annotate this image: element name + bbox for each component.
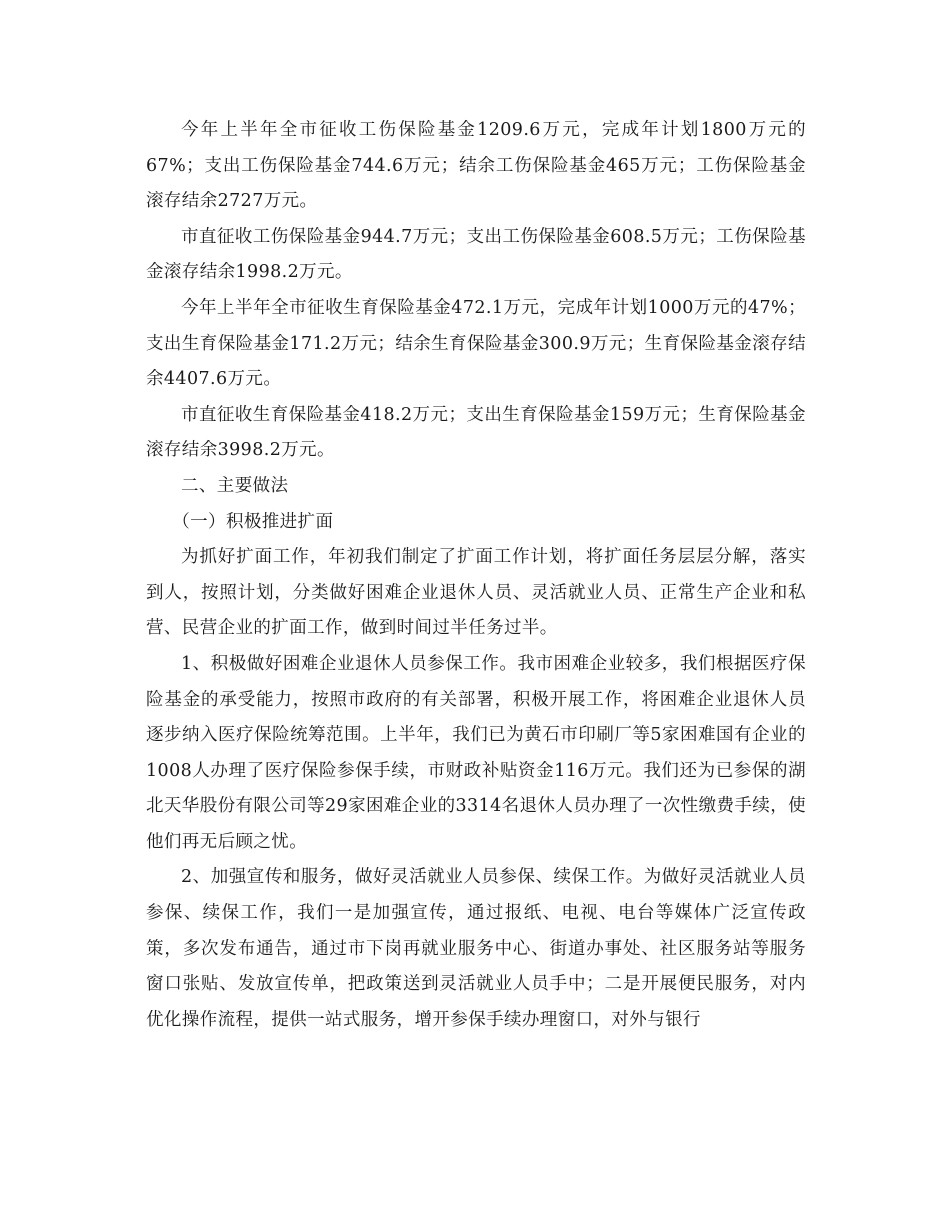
paragraph-retirees-enrollment: 1、积极做好困难企业退休人员参保工作。我市困难企业较多，我们根据医疗保险基金的承受能力，按照市政府的有关部署，积极开展工作，将困难企业退休人员逐步纳入医疗保险统筹范围。上半年，我们已为黄石市印刷厂等5家困难国有企业的1008人办理了医疗保险参保手续，市财政补贴资金116万元。我们还为已参保的湖北天华股份有限公司等29家困难企业的3314名退休人员办理了一次性缴费手续，使他们再无后顾之忧。 <box>146 653 806 852</box>
document-body <box>146 113 806 1038</box>
paragraph-expansion-plan: 为抓好扩面工作，年初我们制定了扩面工作计划，将扩面任务层层分解，落实到人，按照计划，分类做好困难企业退休人员、灵活就业人员、正常生产企业和私营、民营企业的扩面工作，做到时间过半任务过半。 <box>146 547 806 639</box>
subsection-heading-expand-coverage: （一）积极推进扩面 <box>172 511 334 532</box>
paragraph-work-injury-municipal: 市直征收工伤保险基金944.7万元；支出工伤保险基金608.5万元；工伤保险基金滚存结余1998.2万元。 <box>146 226 806 283</box>
paragraph-work-injury-city: 今年上半年全市征收工伤保险基金1209.6万元，完成年计划1800万元的67%；支出工伤保险基金744.6万元；结余工伤保险基金465万元；工伤保险基金滚存结余2727万元。 <box>146 120 806 212</box>
paragraph-maternity-city: 今年上半年全市征收生育保险基金472.1万元，完成年计划1000万元的47%；支出生育保险基金171.2万元；结余生育保险基金300.9万元；生育保险基金滚存结余4407.6万元。 <box>146 297 806 390</box>
section-heading-main-practices: 二、主要做法 <box>181 475 289 496</box>
paragraph-flexible-employment: 2、加强宣传和服务，做好灵活就业人员参保、续保工作。为做好灵活就业人员参保、续保工作，我们一是加强宣传，通过报纸、电视、电台等媒体广泛宣传政策，多次发布通告，通过市下岗再就业服务中心、街道办事处、社区服务站等服务窗口张贴、发放宣传单，把政策送到灵活就业人员手中；二是开展便民服务，对内优化操作流程，提供一站式服务，增开参保手续办理窗口，对外与银行 <box>146 867 806 1030</box>
paragraph-maternity-municipal: 市直征收生育保险基金418.2万元；支出生育保险基金159万元；生育保险基金滚存结余3998.2万元。 <box>146 404 806 461</box>
